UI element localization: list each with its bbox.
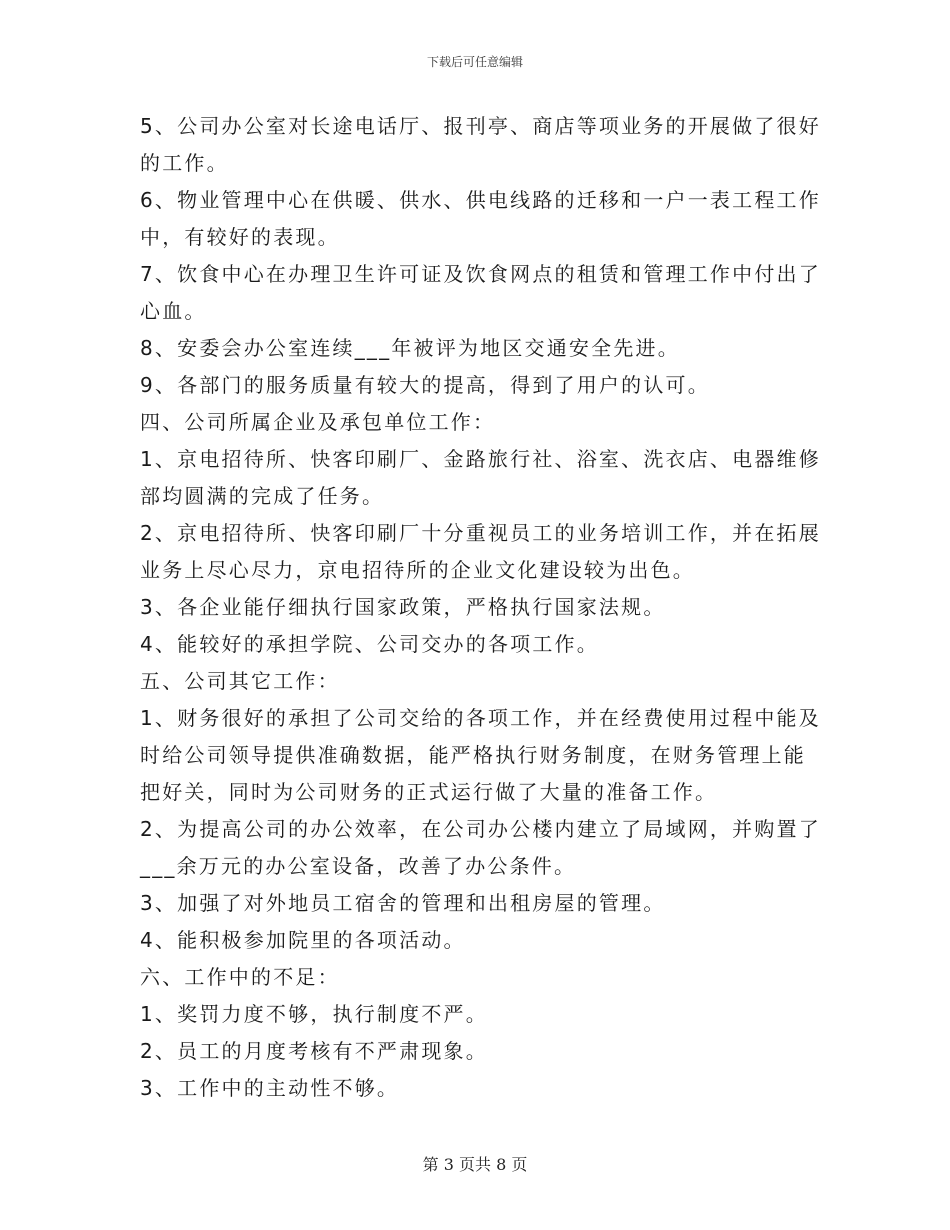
text-line: 1、财务很好的承担了公司交给的各项工作，并在经费使用过程中能及 (140, 706, 821, 730)
text-line: 把好关，同时为公司财务的正式运行做了大量的准备工作。 (140, 780, 718, 804)
page-number: 第 3 页共 8 页 (422, 1155, 528, 1174)
text-line: 6、物业管理中心在供暖、供水、供电线路的迁移和一户一表工程工作 (140, 188, 821, 212)
text-line: 的工作。 (140, 151, 229, 175)
text-line: 3、各企业能仔细执行国家政策，严格执行国家法规。 (140, 595, 666, 619)
text-line: 时给公司领导提供准确数据，能严格执行财务制度，在财务管理上能 (140, 743, 806, 767)
section-heading: 四、公司所属企业及承包单位工作： (140, 410, 496, 434)
text-line: 2、为提高公司的办公效率，在公司办公楼内建立了局域网，并购置了 (140, 817, 821, 841)
section-heading: 五、公司其它工作： (140, 669, 340, 693)
text-line: 5、公司办公室对长途电话厅、报刊亭、商店等项业务的开展做了很好 (140, 114, 821, 138)
text-line: 3、加强了对外地员工宿舍的管理和出租房屋的管理。 (140, 891, 666, 915)
text-line: 业务上尽心尽力，京电招待所的企业文化建设较为出色。 (140, 558, 695, 582)
page-header-note: 下载后可任意编辑 (426, 55, 523, 69)
text-line: 部均圆满的完成了任务。 (140, 484, 385, 508)
text-line: 1、奖罚力度不够，执行制度不严。 (140, 1002, 488, 1026)
section-heading: 六、工作中的不足： (140, 965, 340, 989)
text-line: 心血。 (140, 299, 207, 323)
text-line: 9、各部门的服务质量有较大的提高，得到了用户的认可。 (140, 373, 710, 397)
text-line: 8、安委会办公室连续___年被评为地区交通安全先进。 (140, 336, 680, 360)
text-line: 4、能较好的承担学院、公司交办的各项工作。 (140, 632, 599, 656)
text-line: 7、饮食中心在办理卫生许可证及饮食网点的租赁和管理工作中付出了 (140, 262, 821, 286)
text-line: 2、员工的月度考核有不严肃现象。 (140, 1039, 488, 1063)
text-line: 1、京电招待所、快客印刷厂、金路旅行社、浴室、洗衣店、电器维修 (140, 447, 821, 471)
document-body (140, 108, 830, 1107)
text-line: 3、工作中的主动性不够。 (140, 1076, 400, 1100)
text-line: 中，有较好的表现。 (140, 225, 340, 249)
text-line: 2、京电招待所、快客印刷厂十分重视员工的业务培训工作，并在拓展 (140, 521, 821, 545)
text-line: 4、能积极参加院里的各项活动。 (140, 928, 466, 952)
text-line: ___余万元的办公室设备，改善了办公条件。 (140, 854, 577, 878)
